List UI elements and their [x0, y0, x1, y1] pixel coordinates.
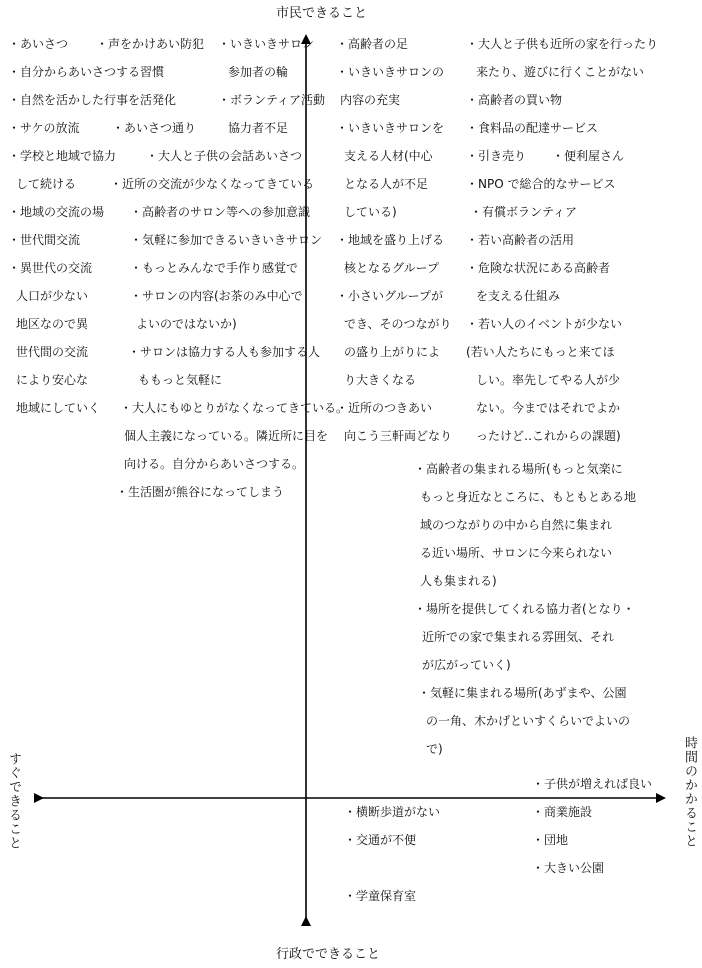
axis-label-right: 時間のかかること	[682, 736, 697, 848]
list-item: ・サロンの内容(お茶のみ中心で	[130, 289, 303, 303]
list-item: ・自然を活かした行事を活発化	[8, 93, 177, 107]
axis-label-bottom: 行政でできること	[276, 947, 381, 962]
axis-label-top: 市民できること	[276, 6, 368, 21]
group-middle	[414, 455, 636, 763]
list-item: ・引き売り	[466, 149, 527, 163]
list-item: ・いきいきサロン	[218, 37, 315, 51]
list-item: ・あいさつ	[8, 37, 69, 51]
list-item: ・高齢者の買い物	[466, 93, 563, 107]
list-item: ったけど‥これからの課題)	[476, 429, 621, 443]
list-item: 人口が少ない	[16, 289, 89, 303]
list-item: 内容の充実	[340, 93, 401, 107]
list-item: 核となるグループ	[344, 261, 440, 275]
list-item: 個人主義になっている。隣近所に目を	[124, 429, 329, 443]
list-item: ・声をかけあい防犯	[96, 37, 205, 51]
list-item: ・場所を提供してくれる協力者(となり・	[414, 602, 635, 616]
group-center-left	[116, 198, 349, 506]
list-item: ・大人と子供の会話あいさつ	[146, 149, 303, 163]
list-item: ・近所のつきあい	[336, 401, 433, 415]
list-item: ・小さいグループが	[336, 289, 444, 303]
list-item: でき、そのつながり	[344, 317, 452, 331]
list-item: を支える仕組み	[476, 289, 561, 303]
list-item: の一角、木かげといすくらいでよいの	[426, 714, 631, 728]
list-item: ・世代間交流	[8, 233, 81, 247]
list-item: ・自分からあいさつする習慣	[8, 65, 165, 79]
list-item: よいのではないか)	[136, 317, 237, 331]
list-item: により安心な	[16, 373, 89, 387]
list-item: ・地域を盛り上げる	[336, 233, 445, 247]
list-item: 地域にしていく	[16, 401, 101, 415]
list-item: ・いきいきサロンの	[336, 65, 445, 79]
list-item: している)	[344, 205, 397, 219]
list-item: ・若い人のイベントが少ない	[466, 317, 623, 331]
list-item: ・生活圏が熊谷になってしまう	[116, 485, 285, 499]
list-item: ・いきいきサロンを	[336, 121, 445, 135]
list-item: ・NPO で総合的なサービス	[466, 177, 616, 191]
list-item: ・団地	[532, 833, 569, 847]
list-item: 協力者不足	[228, 121, 289, 135]
list-item	[344, 854, 440, 882]
list-item: ・異世代の交流	[8, 261, 93, 275]
list-item: ・学校と地域で協力	[8, 149, 117, 163]
list-item: ・学童保育室	[344, 889, 417, 903]
list-item: ・もっとみんなで手作り感覚で	[130, 261, 299, 275]
group-bottom-middle	[344, 798, 440, 910]
list-item: ・高齢者のサロン等への参加意識	[130, 205, 311, 219]
list-item: ・交通が不便	[344, 833, 417, 847]
list-item: ・危険な状況にある高齢者	[466, 261, 611, 275]
list-item: 向ける。自分からあいさつする。	[124, 457, 305, 471]
list-item: となる人が不足	[344, 177, 429, 191]
list-item: ・高齢者の足	[336, 37, 409, 51]
list-item: ・ボランティア活動	[218, 93, 326, 107]
list-item: 向こう三軒両どなり	[344, 429, 453, 443]
group-column-4	[336, 30, 452, 450]
list-item: り大きくなる	[344, 373, 417, 387]
list-item: しい。率先してやる人が少	[476, 373, 621, 387]
list-item: して続ける	[16, 177, 77, 191]
list-item: ・大人にもゆとりがなくなってきている。	[120, 401, 349, 415]
list-item: で)	[426, 742, 443, 756]
list-item: ない。今まではそれでよか	[476, 401, 621, 415]
list-item: 支える人材(中心	[344, 149, 433, 163]
list-item: 域のつながりの中から自然に集まれ	[420, 518, 613, 532]
list-item: ・便利屋さん	[552, 149, 625, 163]
list-item: ・サロンは協力する人も参加する人	[128, 345, 321, 359]
list-item: ・大人と子供も近所の家を行ったり	[466, 37, 659, 51]
list-item: 来たり、遊びに行くことがない	[476, 65, 645, 79]
list-item: ・有償ボランティア	[470, 205, 578, 219]
list-item: ・大きい公園	[532, 861, 605, 875]
list-item: 地区なので異	[16, 317, 89, 331]
list-item: 参加者の輪	[228, 65, 289, 79]
axis-label-left: すぐできること	[6, 752, 21, 850]
list-item: ・気軽に集まれる場所(あずまや、公園	[418, 686, 627, 700]
list-item: ・高齢者の集まれる場所(もっと気楽に	[414, 462, 623, 476]
list-item: の盛り上がりによ	[344, 345, 441, 359]
list-item: ・サケの放流	[8, 121, 80, 135]
list-item: ・地域の交流の場	[8, 205, 105, 219]
list-item: (若い人たちにもっと来てほ	[466, 345, 615, 359]
group-column-3	[218, 30, 325, 142]
group-bottom-right	[532, 770, 652, 882]
list-item: 世代間の交流	[16, 345, 89, 359]
group-column-5	[466, 30, 658, 450]
list-item: ・子供が増えれば良い	[532, 777, 653, 791]
list-item: ・近所の交流が少なくなってきている	[110, 177, 315, 191]
list-item: る近い場所、サロンに今来られない	[420, 546, 613, 560]
list-item: 近所での家で集まれる雰囲気、それ	[422, 630, 615, 644]
list-item: もっと身近なところに、もともとある地	[420, 490, 637, 504]
list-item: ももっと気軽に	[138, 373, 223, 387]
list-item: ・若い高齢者の活用	[466, 233, 575, 247]
list-item: ・商業施設	[532, 805, 593, 819]
list-item: ・横断歩道がない	[344, 805, 441, 819]
list-item: 人も集まれる)	[420, 574, 497, 588]
list-item: ・あいさつ通り	[112, 121, 197, 135]
list-item: ・気軽に参加できるいきいきサロン	[130, 233, 323, 247]
list-item: が広がっていく)	[422, 658, 511, 672]
list-item: ・食料品の配達サービス	[466, 121, 599, 135]
